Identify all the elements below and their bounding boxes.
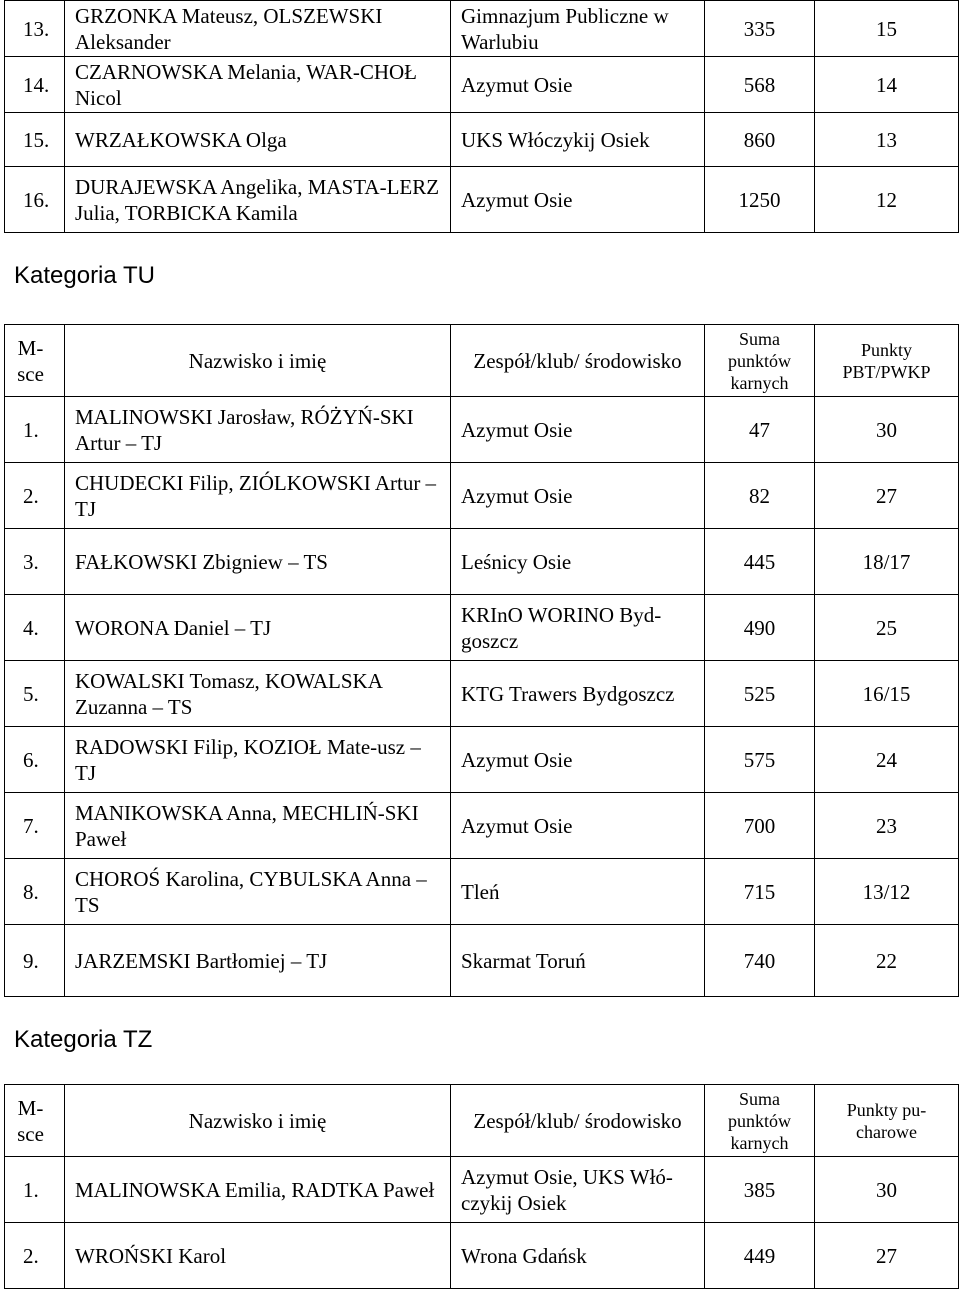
header-club: Zespół/klub/ środowisko <box>451 325 705 397</box>
place-cell: 13. <box>5 1 65 57</box>
sum-cell: 47 <box>705 397 815 463</box>
points-cell: 25 <box>815 595 959 661</box>
name-cell: JARZEMSKI Bartłomiej – TJ <box>65 925 451 997</box>
place-cell: 7. <box>5 793 65 859</box>
points-cell: 24 <box>815 727 959 793</box>
points-cell: 14 <box>815 57 959 113</box>
name-cell: WROŃSKI Karol <box>65 1223 451 1289</box>
header-club: Zespół/klub/ środowisko <box>451 1085 705 1157</box>
table-row <box>5 1 959 57</box>
club-cell: Skarmat Toruń <box>451 925 705 997</box>
place-cell: 6. <box>5 727 65 793</box>
sum-cell: 385 <box>705 1157 815 1223</box>
header-sum: Suma punktów karnych <box>705 325 815 397</box>
category-title-tz: Kategoria TZ <box>14 1026 153 1053</box>
club-cell: KTG Trawers Bydgoszcz <box>451 661 705 727</box>
header-points: Punkty pu-charowe <box>815 1085 959 1157</box>
club-cell: UKS Włóczykij Osiek <box>451 113 705 167</box>
club-cell: Azymut Osie <box>451 463 705 529</box>
points-cell: 22 <box>815 925 959 997</box>
table-row <box>5 727 959 793</box>
table-row <box>5 1157 959 1223</box>
table-row <box>5 167 959 233</box>
points-cell: 18/17 <box>815 529 959 595</box>
table-row <box>5 859 959 925</box>
club-cell: Leśnicy Osie <box>451 529 705 595</box>
place-cell: 15. <box>5 113 65 167</box>
club-cell: Wrona Gdańsk <box>451 1223 705 1289</box>
place-cell: 14. <box>5 57 65 113</box>
category-title-tu: Kategoria TU <box>14 262 155 289</box>
name-cell: WORONA Daniel – TJ <box>65 595 451 661</box>
place-cell: 8. <box>5 859 65 925</box>
points-cell: 30 <box>815 397 959 463</box>
table-header-row <box>5 1085 959 1157</box>
table-row <box>5 1223 959 1289</box>
name-cell: DURAJEWSKA Angelika, MASTA-LERZ Julia, TORBICKA Kamila <box>65 167 451 233</box>
results-table-previous <box>4 0 959 233</box>
club-cell: Azymut Osie <box>451 397 705 463</box>
place-cell: 3. <box>5 529 65 595</box>
place-cell: 4. <box>5 595 65 661</box>
points-cell: 23 <box>815 793 959 859</box>
header-place: M-sce <box>5 1085 65 1157</box>
club-cell: Azymut Osie <box>451 793 705 859</box>
sum-cell: 335 <box>705 1 815 57</box>
header-sum: Suma punktów karnych <box>705 1085 815 1157</box>
points-cell: 13 <box>815 113 959 167</box>
place-cell: 5. <box>5 661 65 727</box>
name-cell: MALINOWSKI Jarosław, RÓŻYŃ-SKI Artur – TJ <box>65 397 451 463</box>
table-row <box>5 113 959 167</box>
club-cell: Azymut Osie <box>451 727 705 793</box>
name-cell: KOWALSKI Tomasz, KOWALSKA Zuzanna – TS <box>65 661 451 727</box>
place-cell: 2. <box>5 1223 65 1289</box>
sum-cell: 445 <box>705 529 815 595</box>
sum-cell: 525 <box>705 661 815 727</box>
name-cell: FAŁKOWSKI Zbigniew – TS <box>65 529 451 595</box>
sum-cell: 715 <box>705 859 815 925</box>
header-place: M-sce <box>5 325 65 397</box>
table-row <box>5 661 959 727</box>
place-cell: 9. <box>5 925 65 997</box>
points-cell: 27 <box>815 463 959 529</box>
points-cell: 15 <box>815 1 959 57</box>
place-cell: 1. <box>5 397 65 463</box>
table-row <box>5 925 959 997</box>
sum-cell: 490 <box>705 595 815 661</box>
name-cell: CHUDECKI Filip, ZIÓLKOWSKI Artur – TJ <box>65 463 451 529</box>
name-cell: CHOROŚ Karolina, CYBULSKA Anna – TS <box>65 859 451 925</box>
header-name: Nazwisko i imię <box>65 325 451 397</box>
club-cell: Tleń <box>451 859 705 925</box>
name-cell: WRZAŁKOWSKA Olga <box>65 113 451 167</box>
name-cell: MANIKOWSKA Anna, MECHLIŃ-SKI Paweł <box>65 793 451 859</box>
table-row <box>5 57 959 113</box>
table-row <box>5 793 959 859</box>
place-cell: 2. <box>5 463 65 529</box>
header-name: Nazwisko i imię <box>65 1085 451 1157</box>
points-cell: 13/12 <box>815 859 959 925</box>
sum-cell: 860 <box>705 113 815 167</box>
place-cell: 16. <box>5 167 65 233</box>
table-row <box>5 397 959 463</box>
sum-cell: 740 <box>705 925 815 997</box>
club-cell: Azymut Osie <box>451 167 705 233</box>
name-cell: CZARNOWSKA Melania, WAR-CHOŁ Nicol <box>65 57 451 113</box>
sum-cell: 1250 <box>705 167 815 233</box>
sum-cell: 700 <box>705 793 815 859</box>
table-row <box>5 463 959 529</box>
club-cell: Azymut Osie <box>451 57 705 113</box>
table-header-row <box>5 325 959 397</box>
points-cell: 12 <box>815 167 959 233</box>
place-cell: 1. <box>5 1157 65 1223</box>
results-table-tu <box>4 324 959 997</box>
points-cell: 16/15 <box>815 661 959 727</box>
sum-cell: 568 <box>705 57 815 113</box>
name-cell: RADOWSKI Filip, KOZIOŁ Mate-usz – TJ <box>65 727 451 793</box>
club-cell: Azymut Osie, UKS Włó-czykij Osiek <box>451 1157 705 1223</box>
sum-cell: 82 <box>705 463 815 529</box>
table-row <box>5 595 959 661</box>
sum-cell: 449 <box>705 1223 815 1289</box>
results-table-tz <box>4 1084 959 1289</box>
club-cell: KRInO WORINO Byd-goszcz <box>451 595 705 661</box>
header-points: Punkty PBT/PWKP <box>815 325 959 397</box>
name-cell: GRZONKA Mateusz, OLSZEWSKI Aleksander <box>65 1 451 57</box>
sum-cell: 575 <box>705 727 815 793</box>
club-cell: Gimnazjum Publiczne w Warlubiu <box>451 1 705 57</box>
points-cell: 27 <box>815 1223 959 1289</box>
table-row <box>5 529 959 595</box>
name-cell: MALINOWSKA Emilia, RADTKA Paweł <box>65 1157 451 1223</box>
points-cell: 30 <box>815 1157 959 1223</box>
